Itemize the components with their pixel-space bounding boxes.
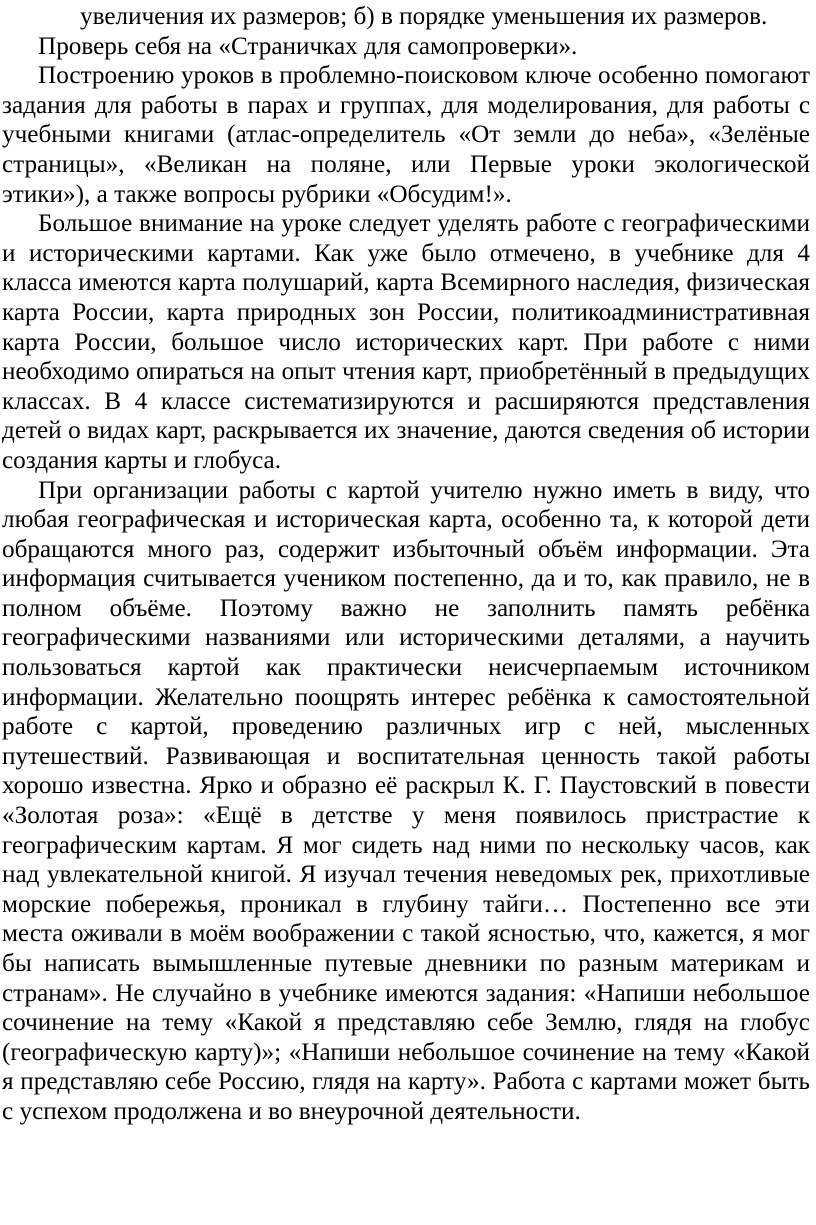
paragraph-maps-work: Большое внимание на уроке следует уделять работе с географическими и историческими картами. Как уже было отмечено, в учебнике для 4 класса имеются карта полушарий, карта Всемирного наследия, физическая карта России, карта природных зон России, политикоадминистративная карта России, большое число исторических карт. При работе с ними необходимо опираться на опыт чтения карт, приобретённый в предыдущих классах. В 4 классе систематизируются и расширяются представления детей о видах карт, раскрывается их значение, даются сведения об истории создания карты и глобуса. — [2, 210, 810, 474]
paragraph-map-organization: При организации работы с картой учителю нужно иметь в виду, что любая географическая и историческая карта, особенно та, к которой дети обращаются много раз, содержит избыточный объём информации. Эта информация считывается учеником постепенно, да и то, как правило, не в полном объёме. Поэтому важно не заполнить память ребёнка географическими названиями или историческими деталями, а научить пользоваться картой как практически неисчерпаемым источником информации. Желательно поощрять интерес ребёнка к самостоятельной работе с картой, проведению различных игр с ней, мысленных путешествий. Развивающая и воспитательная ценность такой работы хорошо известна. Ярко и образно её раскрыл К. Г. Паустовский в повести «Золотая роза»: «Ещё в детстве у меня появилось пристрастие к географическим картам. Я мог сидеть над ними по нескольку часов, как над увлекательной книгой. Я изучал течения неведомых рек, прихотливые морские побережья, проникал в глубину тайги… Постепенно все эти места оживали в моём воображении с такой ясностью, что, кажется, я мог бы написать вымышленные путевые дневники по разным материкам и странам». Не случайно в учебнике имеются задания: «Напиши небольшое сочинение на тему «Какой я представляю себе Землю, глядя на глобус (географическую карту)»; «Напиши небольшое сочинение на тему «Какой я представляю себе Россию, глядя на карту». Работа с картами может быть с успехом продолжена и во внеурочной деятельности. — [2, 476, 810, 1125]
paragraph-continuation: увеличения их размеров; б) в порядке уменьшения их размеров. — [80, 3, 768, 30]
document-page — [2, 0, 810, 1225]
paragraph-self-check: Проверь себя на «Страничках для самопроверки». — [38, 32, 578, 60]
paragraph-lesson-construction: Построению уроков в проблемно-поисковом ключе особенно помогают задания для работы в парах и группах, для моделирования, для работы с учебными книгами (атлас-определитель «От земли до неба», «Зелёные страницы», «Великан на поляне, или Первые уроки экологической этики»), а также вопросы рубрики «Обсудим!». — [2, 62, 810, 208]
